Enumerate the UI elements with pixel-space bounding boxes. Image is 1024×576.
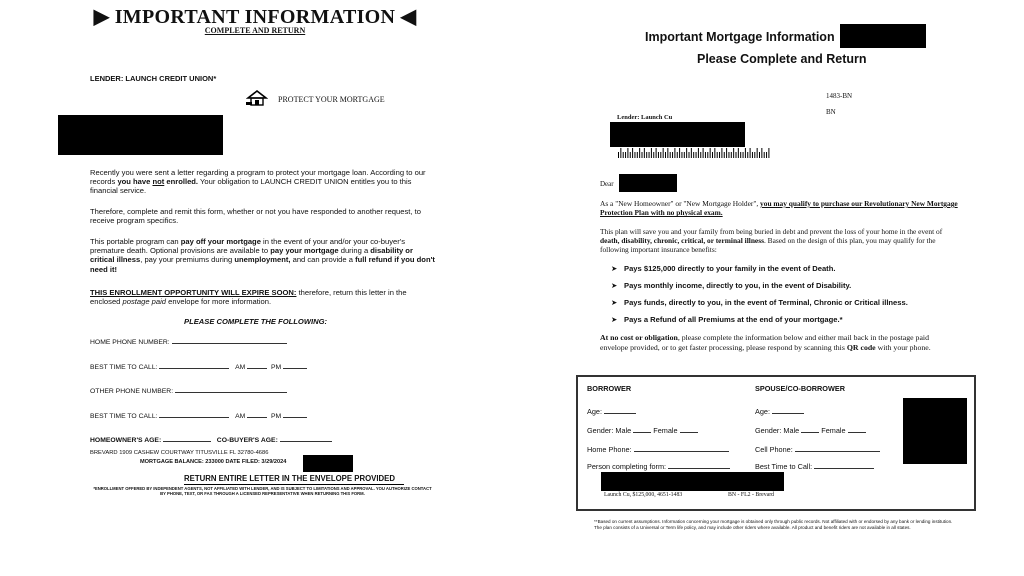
right-page-subtitle: Please Complete and Return (697, 52, 867, 66)
house-icon (246, 90, 268, 106)
ages-row: HOMEOWNER'S AGE: CO-BUYER'S AGE: (90, 433, 332, 444)
paragraph-no-cost: At no cost or obligation, please complete the information below and either mail back in the postage paid envelope provided, or to get faster processing, please respond by scanning this QR code with your phone. (600, 333, 931, 352)
home-phone-row-right: Home Phone: (587, 443, 729, 454)
am-field-2[interactable] (247, 409, 267, 418)
redacted-date-block (303, 455, 353, 472)
pm-field[interactable] (283, 360, 307, 369)
pm-field-2[interactable] (283, 409, 307, 418)
form-footer-region: BN - FL2 - Brevard (728, 492, 775, 498)
redacted-address-block (610, 122, 745, 147)
left-page-subtitle: COMPLETE AND RETURN (204, 26, 306, 35)
left-page-title: ▶ IMPORTANT INFORMATION ◀ (93, 6, 417, 28)
homeowner-age-field[interactable] (163, 433, 211, 442)
coborrower-gender-row: Gender: Male Female (755, 424, 866, 435)
other-phone-field[interactable] (175, 384, 287, 393)
borrower-male-field[interactable] (633, 424, 651, 433)
benefit-item: ➤ Pays monthly income, directly to you, in the event of Disability. (611, 281, 852, 290)
mailing-address: BREVARD 1909 CASHEW COURTWAY TITUSVILLE FL 32780-4686 (90, 450, 269, 456)
paragraph-expire-soon: THIS ENROLLMENT OPPORTUNITY WILL EXPIRE SOON: therefore, return this letter in the enclosed postage paid envelope for more information. (90, 288, 407, 307)
arrow-bullet-icon: ➤ (611, 264, 618, 273)
paragraph-plan-save: This plan will save you and your family from being buried in debt and prevent the loss of your home in the event of death, disability, chronic, critical, or terminal illness. Based on the design of this plan, you may qualify for the following important insurance benefits: (600, 227, 943, 255)
protect-mortgage-heading: PROTECT YOUR MORTGAGE (278, 95, 385, 104)
coborrower-female-field[interactable] (848, 424, 866, 433)
arrow-bullet-icon: ➤ (611, 281, 618, 290)
home-phone-field-right[interactable] (634, 443, 729, 452)
benefit-item: ➤ Pays funds, directly to you, in the event of Terminal, Chronic or Critical illness. (611, 298, 908, 307)
redacted-name-block (58, 115, 223, 155)
cobuyer-age-field[interactable] (280, 433, 332, 442)
right-fine-print: **Based on current assumptions. Information concerning your mortgage is obtained only through public records. Not affiliated with or endorsed by any bank or lending institution. The plan consists of a Universal or Term life policy, and may include other riders where available. All product and benefit riders are not available in all states. (594, 519, 953, 530)
mortgage-balance-line: MORTGAGE BALANCE: 233000 DATE FILED: 3/29/2024 (140, 459, 287, 465)
other-phone-row: OTHER PHONE NUMBER: (90, 384, 287, 395)
reference-code-short: BN (826, 108, 836, 116)
coborrower-age-field[interactable] (772, 405, 804, 414)
best-time-row-right: Best Time to Call: (755, 460, 874, 471)
left-fine-print: *ENROLLMENT OFFERED BY INDEPENDENT AGENTS, NOT AFFILIATED WITH LENDER, AND IS SUBJECT TO LIMITATIONS AND APPROVAL. YOU AUTHORIZE CONTACT BY PHONE, TEXT, OR FAX THROUGH A LICENSED REPRESENTATIVE WHEN RETURNING THIS FORM. (93, 486, 432, 497)
best-time-field-2[interactable] (159, 409, 229, 418)
salutation: Dear (600, 180, 614, 188)
arrow-bullet-icon: ➤ (611, 315, 618, 324)
paragraph-qualify: As a "New Homeowner" or "New Mortgage Holder", you may qualify to purchase our Revolutionary New Mortgage Protection Plan with no physical exam. (600, 199, 958, 218)
benefit-item: ➤ Pays a Refund of all Premiums at the end of your mortgage.* (611, 315, 843, 324)
right-lender-label: Lender: Launch Cu (617, 114, 673, 121)
reference-code: 1483-BN (826, 92, 853, 100)
best-time-field-right[interactable] (814, 460, 874, 469)
coborrower-male-field[interactable] (801, 424, 819, 433)
left-triangle-icon: ◀ (400, 6, 417, 28)
complete-following-heading: PLEASE COMPLETE THE FOLLOWING: (184, 317, 328, 326)
borrower-female-field[interactable] (680, 424, 698, 433)
person-completing-row: Person completing form: (587, 460, 730, 471)
arrow-bullet-icon: ➤ (611, 298, 618, 307)
borrower-gender-row: Gender: Male Female (587, 424, 698, 435)
paragraph-complete-remit: Therefore, complete and remit this form, whether or not you have responded to another request, to receive program specifics. (90, 207, 421, 226)
benefit-item: ➤ Pays $125,000 directly to your family in the event of Death. (611, 264, 836, 273)
home-phone-field[interactable] (172, 335, 287, 344)
borrower-age-field[interactable] (604, 405, 636, 414)
best-time-row: BEST TIME TO CALL: AM PM (90, 360, 307, 371)
best-time-field[interactable] (159, 360, 229, 369)
right-page-title: Important Mortgage Information (645, 30, 835, 44)
person-completing-field[interactable] (668, 460, 730, 469)
return-letter-heading: RETURN ENTIRE LETTER IN THE ENVELOPE PROVIDED (184, 474, 395, 483)
redacted-title-block (840, 24, 926, 48)
cell-phone-row: Cell Phone: (755, 443, 880, 454)
redacted-salutation-name (619, 174, 677, 192)
borrower-heading: BORROWER (587, 384, 632, 393)
borrower-age-row: Age: (587, 405, 636, 416)
return-divider (184, 484, 404, 485)
lender-label: LENDER: LAUNCH CREDIT UNION* (90, 74, 217, 83)
barcode-icon (617, 148, 773, 158)
home-phone-row: HOME PHONE NUMBER: (90, 335, 287, 346)
best-time-row-2: BEST TIME TO CALL: AM PM (90, 409, 307, 420)
form-footer-code: Launch Cu, $125,000, 4651-1483 (604, 492, 683, 498)
right-triangle-icon: ▶ (93, 6, 110, 28)
redacted-reference-block (601, 472, 784, 491)
paragraph-letter-sent: Recently you were sent a letter regarding a program to protect your mortgage loan. According to our records you have not enrolled. Your obligation to LAUNCH CREDIT UNION entitles you to this financial service. (90, 168, 426, 196)
redacted-qr-code (903, 398, 967, 464)
cell-phone-field[interactable] (795, 443, 880, 452)
am-field[interactable] (247, 360, 267, 369)
coborrower-heading: SPOUSE/CO-BORROWER (755, 384, 845, 393)
paragraph-portable-program: This portable program can pay off your mortgage in the event of your and/or your co-buyer's premature death. Optional provisions are available to pay your mortgage during a disability or critical illness, pay your premiums during unemployment, and can provide a full refund if you don't need it! (90, 237, 435, 274)
coborrower-age-row: Age: (755, 405, 804, 416)
